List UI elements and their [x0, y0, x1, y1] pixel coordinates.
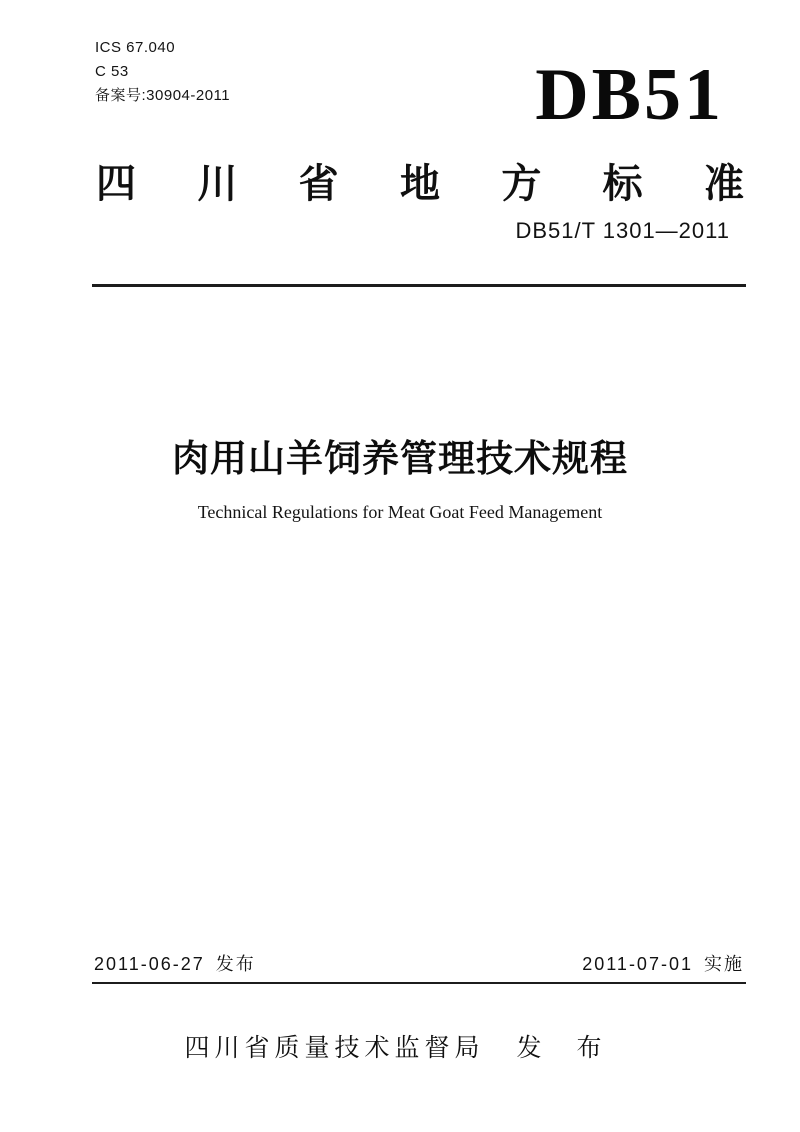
- ics-block: [95, 36, 230, 108]
- document-title: 肉用山羊饲养管理技术规程: [172, 438, 628, 479]
- implement-date-item: [582, 950, 744, 976]
- implement-label: 实施: [704, 954, 744, 974]
- publisher-row: [0, 1028, 800, 1064]
- document-subtitle-english: Technical Regulations for Meat Goat Feed Management: [197, 502, 603, 522]
- standard-number: DB51/T 1301—2011: [515, 218, 730, 243]
- standard-type-char: 省: [298, 162, 339, 206]
- category-code: C 53: [95, 63, 129, 80]
- standard-type-char: 标: [602, 162, 643, 206]
- standard-type-char: 四: [96, 162, 136, 206]
- standard-type-char: 川: [197, 162, 238, 206]
- db51-logo: DB51: [535, 54, 724, 136]
- issue-label: 发布: [215, 954, 256, 974]
- publish-action-label: 发 布: [516, 1034, 616, 1062]
- record-number: 备案号:30904-2011: [95, 87, 231, 104]
- standard-type-heading: [96, 152, 744, 209]
- ics-code: ICS 67.040: [95, 39, 176, 56]
- issue-date-item: [94, 950, 256, 976]
- standard-type-char: 地: [399, 162, 440, 206]
- issue-date: 2011-06-27: [94, 954, 205, 974]
- standard-type-char: 方: [501, 162, 542, 206]
- implement-date: 2011-07-01: [582, 954, 693, 974]
- standard-type-char: 准: [703, 162, 744, 206]
- publisher-name: 四川省质量技术监督局: [184, 1034, 485, 1062]
- dates-row: [92, 950, 746, 984]
- header-divider-rule: [92, 284, 746, 287]
